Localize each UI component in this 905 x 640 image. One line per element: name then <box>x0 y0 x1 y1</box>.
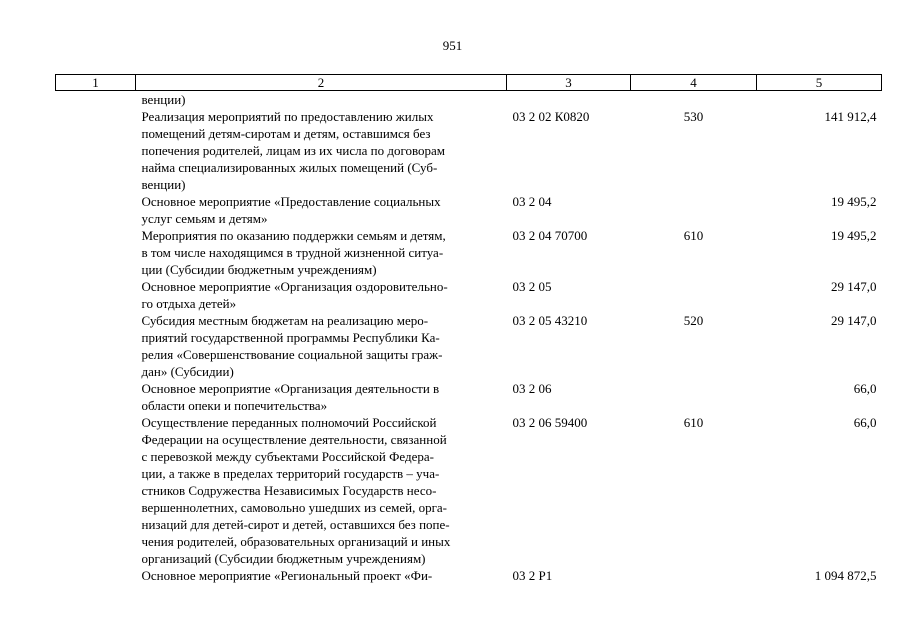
table-row <box>56 278 882 312</box>
description-line: организаций (Субсидии бюджетным учреждениям) <box>141 551 426 566</box>
description-cell <box>136 312 507 380</box>
description-line: найма специализированных жилых помещений (Суб- <box>141 160 438 175</box>
amount-cell: 66,0 <box>853 381 877 396</box>
description-cell <box>136 380 507 414</box>
amount-cell: 29 147,0 <box>831 279 877 294</box>
col-1-cell <box>56 414 136 567</box>
expense-type-cell <box>631 91 757 109</box>
description-cell <box>136 567 507 584</box>
header-row <box>56 75 882 91</box>
table-row <box>56 567 882 584</box>
target-code-cell: 03 2 05 43210 <box>512 313 588 328</box>
col-1-cell <box>56 380 136 414</box>
col-1-cell <box>56 567 136 584</box>
description-line: Мероприятия по оказанию поддержки семьям и детям, <box>141 228 446 243</box>
description-cell <box>136 278 507 312</box>
col-1-cell <box>56 91 136 109</box>
description-line: Субсидия местным бюджетам на реализацию меро- <box>141 313 429 328</box>
description-line: венции) <box>141 92 186 107</box>
expense-type-cell <box>631 193 757 227</box>
expense-type-cell: 610 <box>683 415 704 430</box>
description-line: низаций для детей-сирот и детей, оставшихся без попе- <box>141 517 450 532</box>
amount-cell: 29 147,0 <box>831 313 877 328</box>
amount-cell: 19 495,2 <box>831 194 877 209</box>
description-line: Осуществление переданных полномочий Российской <box>141 415 437 430</box>
expense-type-cell: 530 <box>683 109 704 124</box>
target-code-cell: 03 2 06 <box>512 381 552 396</box>
target-code-cell: 03 2 04 <box>512 194 552 209</box>
table-row <box>56 380 882 414</box>
col-1-cell <box>56 108 136 193</box>
target-code-cell <box>507 91 631 109</box>
table-row <box>56 193 882 227</box>
table-row <box>56 108 882 193</box>
expense-type-cell: 610 <box>683 228 704 243</box>
target-code-cell: 03 2 05 <box>512 279 552 294</box>
target-code-cell: 03 2 04 70700 <box>512 228 588 243</box>
header-col-5: 5 <box>757 75 882 91</box>
description-cell <box>136 227 507 278</box>
amount-cell <box>757 91 882 109</box>
page-number: 951 <box>442 38 463 53</box>
description-line: стников Содружества Независимых Государств несо- <box>141 483 437 498</box>
description-line: го отдыха детей» <box>141 296 237 311</box>
description-line: дан» (Субсидии) <box>141 364 234 379</box>
description-cell <box>136 108 507 193</box>
description-line: Основное мероприятие «Предоставление социальных <box>141 194 441 209</box>
description-line: релия «Совершенствование социальной защиты граж- <box>141 347 443 362</box>
table-body <box>56 91 882 585</box>
description-cell <box>136 91 507 109</box>
col-1-cell <box>56 193 136 227</box>
expense-type-cell <box>631 380 757 414</box>
expense-type-cell <box>631 278 757 312</box>
table-row <box>56 414 882 567</box>
expense-type-cell: 520 <box>683 313 704 328</box>
header-col-2: 2 <box>136 75 507 91</box>
table-row <box>56 91 882 109</box>
col-1-cell <box>56 312 136 380</box>
amount-cell: 66,0 <box>853 415 877 430</box>
amount-cell: 1 094 872,5 <box>814 568 877 583</box>
amount-cell: 141 912,4 <box>824 109 877 124</box>
description-cell <box>136 414 507 567</box>
description-line: области опеки и попечительства» <box>141 398 328 413</box>
description-line: услуг семьям и детям» <box>141 211 268 226</box>
table-row <box>56 227 882 278</box>
col-1-cell <box>56 227 136 278</box>
description-line: Основное мероприятие «Региональный проект «Фи- <box>141 568 433 583</box>
target-code-cell: 03 2 Р1 <box>512 568 553 583</box>
description-line: приятий государственной программы Республики Ка- <box>141 330 440 345</box>
budget-table <box>55 74 882 584</box>
header-col-3: 3 <box>507 75 631 91</box>
description-line: чения родителей, образовательных организаций и иных <box>141 534 451 549</box>
description-line: вершеннолетних, самовольно ушедших из семей, орга- <box>141 500 447 515</box>
description-line: Реализация мероприятий по предоставлению жилых <box>141 109 434 124</box>
header-col-1: 1 <box>56 75 136 91</box>
col-1-cell <box>56 278 136 312</box>
description-line: помещений детям-сиротам и детям, оставшимся без <box>141 126 431 141</box>
table-row <box>56 312 882 380</box>
description-line: ции (Субсидии бюджетным учреждениям) <box>141 262 377 277</box>
description-line: венции) <box>141 177 186 192</box>
description-line: Основное мероприятие «Организация деятельности в <box>141 381 440 396</box>
description-line: с перевозкой между субъектами Российской Федера- <box>141 449 434 464</box>
description-line: Федерации на осуществление деятельности, связанной <box>141 432 447 447</box>
description-line: попечения родителей, лицам из их числа по договорам <box>141 143 446 158</box>
target-code-cell: 03 2 02 К0820 <box>512 109 590 124</box>
target-code-cell: 03 2 06 59400 <box>512 415 588 430</box>
description-cell <box>136 193 507 227</box>
description-line: Основное мероприятие «Организация оздоровительно- <box>141 279 448 294</box>
description-line: ции, а также в пределах территорий государств – уча- <box>141 466 440 481</box>
description-line: в том числе находящимся в трудной жизненной ситуа- <box>141 245 444 260</box>
expense-type-cell <box>631 567 757 584</box>
amount-cell: 19 495,2 <box>831 228 877 243</box>
header-col-4: 4 <box>631 75 757 91</box>
